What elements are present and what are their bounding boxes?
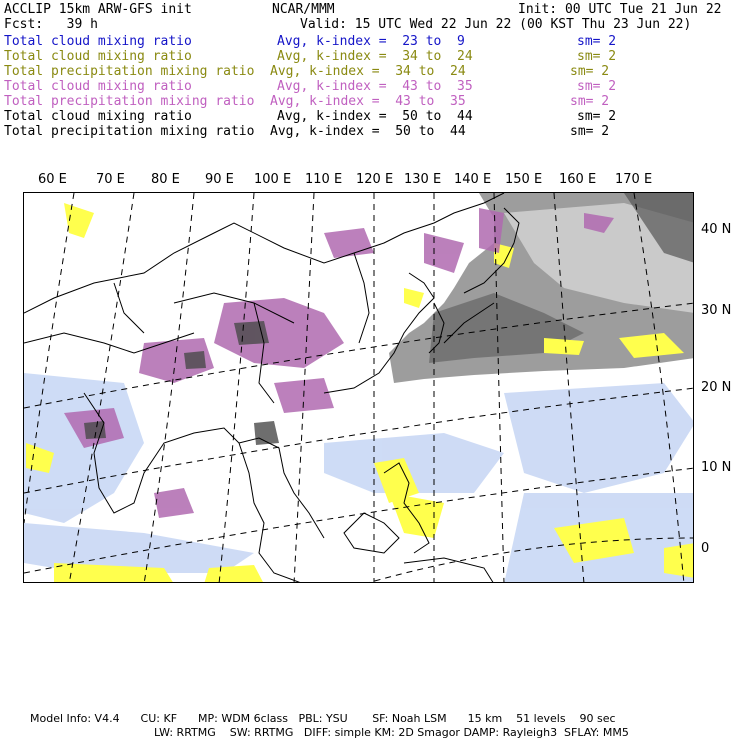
lon-label: 110 E [305, 172, 343, 187]
valid-time: Valid: 15 UTC Wed 22 Jun 22 (00 KST Thu 23 Jun 22) [300, 17, 692, 32]
lon-label: 100 E [254, 172, 292, 187]
forecast-hour: Fcst: 39 h [4, 17, 98, 32]
field-sm: sm= 2 [570, 94, 610, 109]
lon-label: 150 E [505, 172, 543, 187]
lat-label: 10 N [701, 460, 732, 475]
field-avg: Avg, k-index = 34 to 24 [277, 49, 473, 64]
field-sm: sm= 2 [577, 79, 617, 94]
field-sm: sm= 2 [570, 64, 610, 79]
field-name: Total cloud mixing ratio [4, 109, 192, 124]
lon-label: 90 E [205, 172, 234, 187]
lat-label: 40 N [701, 222, 732, 237]
field-sm: sm= 2 [577, 34, 617, 49]
map-panel [23, 192, 694, 583]
field-name: Total cloud mixing ratio [4, 49, 192, 64]
field-name: Total precipitation mixing ratio [4, 124, 255, 139]
field-name: Total cloud mixing ratio [4, 34, 192, 49]
field-sm: sm= 2 [577, 49, 617, 64]
field-avg: Avg, k-index = 43 to 35 [270, 94, 466, 109]
init-time: Init: 00 UTC Tue 21 Jun 22 [518, 2, 722, 17]
field-avg: Avg, k-index = 50 to 44 [277, 109, 473, 124]
model-info: Model Info: V4.4 CU: KF MP: WDM 6class PBL: YSU SF: Noah LSM 15 km 51 levels 90 sec [30, 712, 616, 725]
lon-label: 60 E [38, 172, 67, 187]
lon-label: 160 E [559, 172, 597, 187]
field-avg: Avg, k-index = 50 to 44 [270, 124, 466, 139]
lon-label: 170 E [615, 172, 653, 187]
lon-label: 70 E [96, 172, 125, 187]
org-label: NCAR/MMM [272, 2, 335, 17]
lon-label: 140 E [454, 172, 492, 187]
field-avg: Avg, k-index = 34 to 24 [270, 64, 466, 79]
field-sm: sm= 2 [570, 124, 610, 139]
field-name: Total cloud mixing ratio [4, 79, 192, 94]
lat-label: 0 [701, 541, 710, 556]
field-name: Total precipitation mixing ratio [4, 64, 255, 79]
field-avg: Avg, k-index = 43 to 35 [277, 79, 473, 94]
lon-label: 120 E [356, 172, 394, 187]
lat-label: 30 N [701, 303, 732, 318]
lat-label: 20 N [701, 380, 732, 395]
field-avg: Avg, k-index = 23 to 9 [277, 34, 465, 49]
lon-label: 130 E [404, 172, 442, 187]
model-title: ACCLIP 15km ARW-GFS init [4, 2, 192, 17]
field-sm: sm= 2 [577, 109, 617, 124]
physics-info: LW: RRTMG SW: RRTMG DIFF: simple KM: 2D Smagor DAMP: Rayleigh3 SFLAY: MM5 [154, 726, 629, 739]
field-name: Total precipitation mixing ratio [4, 94, 255, 109]
lon-label: 80 E [151, 172, 180, 187]
